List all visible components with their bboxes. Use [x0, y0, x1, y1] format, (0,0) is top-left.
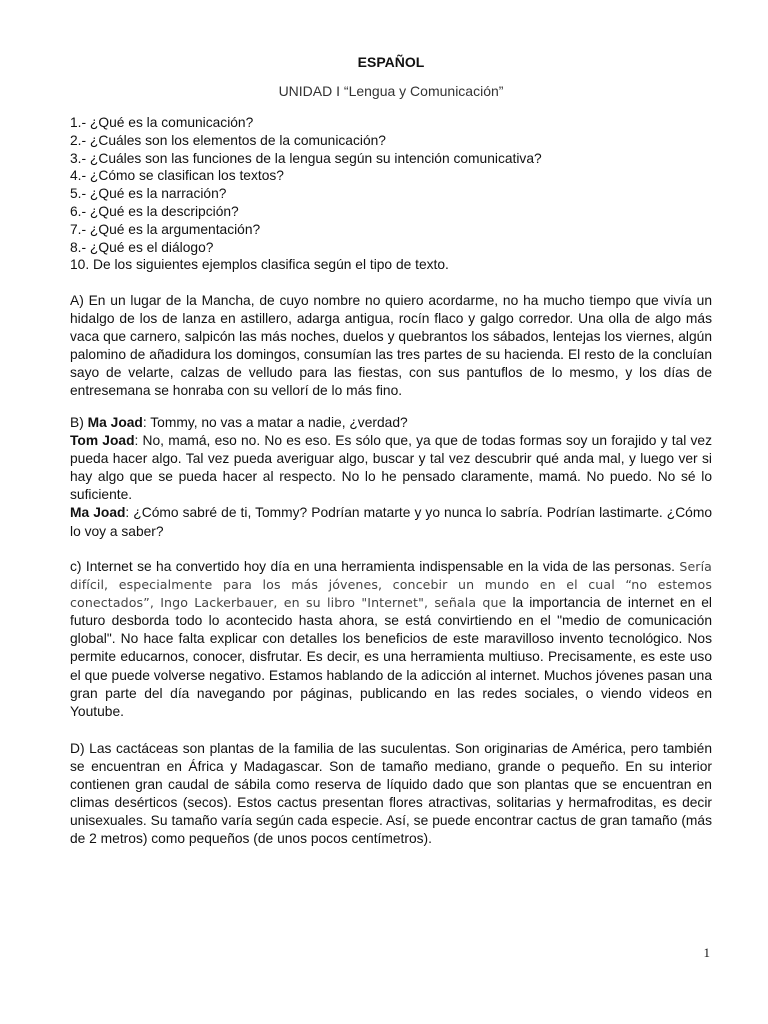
example-c-text-2: la importancia de internet en el futuro desborda todo lo acontecido hasta ahora, se está convirtiendo en el "medio de comunicación global". No hace falta explicar con detalles los beneficios de este maravilloso invento tecnológico. Nos permite educarnos, conocer, disfrutar. Es decir, es una herramienta multiuso. Precisamente, es este uso el que puede volverse negativo. Estamos hablando de la adicción al internet. Muchos jóvenes pasan una gran parte del día navegando por páginas, publicando en las redes sociales, o viendo videos en Youtube. [70, 595, 712, 719]
dialogue-text: : ¿Cómo sabré de ti, Tommy? Podrían matarte y yo nunca lo sabría. Podrían lastimarte. ¿Cómo lo voy a saber? [70, 505, 712, 539]
question-item: 5.- ¿Qué es la narración? [70, 186, 227, 202]
unit-subtitle: UNIDAD I “Lengua y Comunicación” [278, 83, 504, 99]
dialogue-line [70, 504, 712, 540]
dialogue-prefix: B) [70, 415, 88, 430]
dialogue-text: : Tommy, no vas a matar a nadie, ¿verdad? [142, 415, 408, 430]
question-list [70, 114, 712, 274]
question-item: 7.- ¿Qué es la argumentación? [70, 221, 261, 237]
question-item: 4.- ¿Cómo se clasifican los textos? [70, 168, 284, 184]
example-d-paragraph [70, 740, 712, 849]
example-c-quote: Sería difícil, especialmente para los más jóvenes, concebir un mundo en el cual “no estemos conectados”, Ingo Lackerbauer, en su libro "Internet", señala que [70, 559, 712, 611]
dialogue-line [70, 414, 712, 432]
dialogue-text: : No, mamá, eso no. No es eso. Es sólo que, ya que de todas formas soy un forajido y tal vez pueda hacer algo. Tal vez pueda averiguar algo, buscar y tal vez descubrir qué anda mal, y luego ver si hay algo que se pueda hacer al respecto. No lo he pensado claramente, mamá. No puedo. No sé lo suficiente. [70, 433, 712, 503]
page-title: ESPAÑOL [357, 54, 425, 70]
speaker-name: Ma Joad [70, 505, 126, 521]
speaker-name: Ma Joad [87, 415, 143, 430]
question-item: 2.- ¿Cuáles son los elementos de la comunicación? [70, 132, 386, 148]
example-c-text-1: c) Internet se ha convertido hoy día en una herramienta indispensable en la vida de las personas. [70, 559, 680, 574]
example-a-paragraph [70, 292, 712, 401]
example-b-dialogue [70, 414, 712, 541]
dialogue-line [70, 432, 712, 504]
question-item: 8.- ¿Qué es el diálogo? [70, 239, 214, 255]
question-item: 10. De los siguientes ejemplos clasifica según el tipo de texto. [70, 257, 449, 273]
speaker-name: Tom Joad [70, 433, 135, 449]
question-item: 1.- ¿Qué es la comunicación? [70, 115, 254, 130]
question-item: 6.- ¿Qué es la descripción? [70, 203, 239, 219]
example-a-text: A) En un lugar de la Mancha, de cuyo nombre no quiero acordarme, no ha mucho tiempo que vivía un hidalgo de los de lanza en astillero, adarga antigua, rocín flaco y galgo corredor. Una olla de algo más vaca que carnero, salpicón las más noches, duelos y quebrantos los sábados, lentejas los viernes, algún palomino de añadidura los domingos, consumían las tres partes de su hacienda. El resto de la concluían sayo de velarte, calzas de velludo para las fiestas, con sus pantuflos de lo mesmo, y los días de entresemana se honraba con su vellorí de lo más fino. [70, 293, 712, 399]
question-item: 3.- ¿Cuáles son las funciones de la lengua según su intención comunicativa? [70, 150, 542, 166]
example-d-text: D) Las cactáceas son plantas de la familia de las suculentas. Son originarias de América, pero también se encuentran en África y Madagascar. Son de tamaño mediano, grande o pequeño. En su interior contienen gran caudal de sábila como reserva de líquido dado que son plantas que se encuentran en climas desérticos (secos). Estos cactus presentan flores atractivas, solitarias y hermafroditas, es decir unisexuales. Su tamaño varía según cada especie. Así, se puede encontrar cactus de gran tamaño (más de 2 metros) como pequeños (de unos pocos centímetros). [70, 741, 712, 847]
example-c-paragraph [70, 558, 712, 721]
page-number: 1 [703, 945, 710, 960]
